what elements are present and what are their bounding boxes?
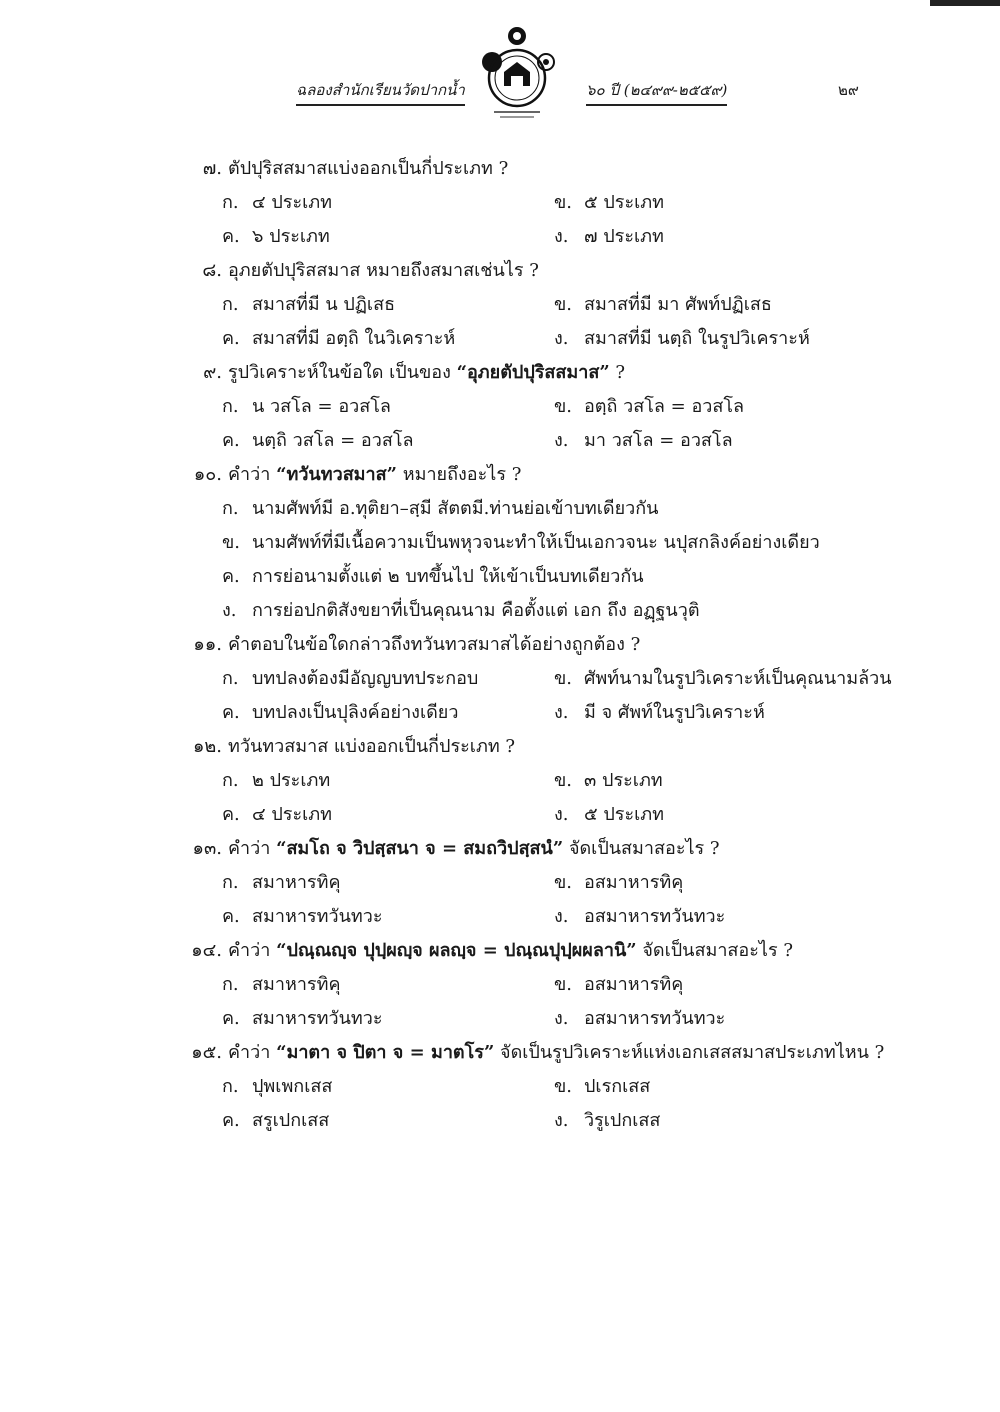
question-text: ตัปปุริสสมาสแบ่งออกเป็นกี่ประเภท ?: [228, 157, 509, 179]
question-text: ทวันทวสมาส แบ่งออกเป็นกี่ประเภท ?: [228, 735, 516, 757]
option-text: วิรูเปกเสส: [584, 1109, 661, 1131]
option-label: ข.: [554, 667, 573, 689]
option-a: [222, 663, 554, 692]
question-text-post: หมายถึงอะไร ?: [397, 463, 522, 485]
option-label: ก.: [222, 497, 239, 519]
option-label: ค.: [222, 701, 240, 723]
question-text-bold: “ทวันทวสมาส”: [276, 463, 397, 485]
option-text: ๔ ประเภท: [252, 191, 332, 213]
option-label: ก.: [222, 871, 239, 893]
option-label: ค.: [222, 327, 240, 349]
option-d: [554, 425, 886, 454]
question-9: [168, 354, 868, 456]
option-b: [554, 663, 892, 692]
option-text: อสมาหารทวันทวะ: [584, 1007, 726, 1029]
option-b: [554, 289, 886, 318]
option-text: สรูเปกเสส: [252, 1109, 330, 1131]
option-label: ข.: [222, 531, 241, 553]
option-label: ก.: [222, 293, 239, 315]
option-label: ง.: [554, 803, 569, 825]
question-text-bold: “มาตา จ ปิตา จ = มาตโร”: [276, 1041, 495, 1063]
option-a: [222, 187, 554, 216]
option-text: อตฺถิ วสโล = อวสโล: [584, 395, 745, 417]
option-text: มี จ ศัพท์ในรูปวิเคราะห์: [584, 701, 765, 723]
option-d: [554, 1003, 886, 1032]
page-number: ๒๙: [838, 81, 859, 99]
option-a: [222, 1071, 554, 1100]
option-a: [222, 490, 868, 524]
question-7: [168, 150, 868, 252]
option-text: ๔ ประเภท: [252, 803, 332, 825]
option-label: ค.: [222, 225, 240, 247]
option-text: สมาหารทิคุ: [252, 871, 341, 893]
question-text-post: จัดเป็นสมาสอะไร ?: [636, 939, 793, 961]
option-label: ง.: [554, 1007, 569, 1029]
option-label: ก.: [222, 191, 239, 213]
option-a: [222, 391, 554, 420]
option-text: สมาสที่มี นตฺถิ ในรูปวิเคราะห์: [584, 327, 810, 349]
option-label: ข.: [554, 1075, 573, 1097]
option-label: ง.: [554, 1109, 569, 1131]
question-list: [168, 150, 892, 1136]
option-label: ง.: [554, 701, 569, 723]
option-text: อสมาหารทิคุ: [584, 871, 684, 893]
option-label: ข.: [554, 191, 573, 213]
option-label: ค.: [222, 905, 240, 927]
question-text: [228, 459, 521, 488]
question-number: ๗.: [202, 157, 222, 179]
option-b: [554, 969, 886, 998]
option-label: ข.: [554, 395, 573, 417]
question-12: [168, 728, 868, 830]
option-c: [222, 697, 554, 726]
question-10: [168, 456, 868, 626]
option-c: [222, 323, 554, 352]
option-text: การย่อนามตั้งแต่ ๒ บทขึ้นไป ให้เข้าเป็นบทเดียวกัน: [252, 565, 644, 587]
option-text: มา วสโล = อวสโล: [584, 429, 733, 451]
option-d: [222, 592, 868, 626]
option-text: การย่อปกติสังขยาที่เป็นคุณนาม คือตั้งแต่ เอก ถึง อฏฺฐนวุติ: [252, 599, 700, 621]
option-b: [554, 391, 886, 420]
option-label: ง.: [554, 429, 569, 451]
option-label: ค.: [222, 1109, 240, 1131]
option-text: ๕ ประเภท: [584, 803, 664, 825]
option-a: [222, 867, 554, 896]
option-b: [222, 524, 868, 558]
question-number: ๑๕.: [191, 1041, 222, 1063]
option-a: [222, 969, 554, 998]
option-text: นามศัพท์ที่มีเนื้อความเป็นพหุวจนะทำให้เป็นเอกวจนะ นปุสกลิงค์อย่างเดียว: [252, 531, 820, 553]
question-8: [168, 252, 868, 354]
question-number: ๑๒.: [192, 735, 222, 757]
option-a: [222, 765, 554, 794]
question-text-post: ?: [609, 361, 626, 383]
option-c: [222, 558, 868, 592]
option-label: ก.: [222, 395, 239, 417]
question-number: ๘.: [202, 259, 222, 281]
question-text-bold: “สมโถ จ วิปสฺสนา จ = สมถวิปสฺสนํ”: [276, 837, 564, 859]
question-text: อุภยตัปปุริสสมาส หมายถึงสมาสเช่นไร ?: [228, 259, 539, 281]
option-text: น วสโล = อวสโล: [252, 395, 391, 417]
option-text: สมาสที่มี น ปฏิเสธ: [252, 293, 396, 315]
option-text: อสมาหารทวันทวะ: [584, 905, 726, 927]
question-text-pre: รูปวิเคราะห์ในข้อใด เป็นของ: [228, 361, 457, 383]
option-text: บทปลงเป็นปุลิงค์อย่างเดียว: [252, 701, 459, 723]
option-label: ง.: [554, 225, 569, 247]
option-label: ง.: [222, 599, 237, 621]
option-text: ๗ ประเภท: [584, 225, 664, 247]
option-label: ก.: [222, 769, 239, 791]
option-d: [554, 1105, 886, 1134]
question-text-pre: คำว่า: [228, 463, 277, 485]
option-text: สมาสที่มี อตฺถิ ในวิเคราะห์: [252, 327, 456, 349]
option-label: ข.: [554, 293, 573, 315]
option-text: ๕ ประเภท: [584, 191, 664, 213]
option-text: ๓ ประเภท: [584, 769, 663, 791]
option-text: ๖ ประเภท: [252, 225, 330, 247]
option-b: [554, 187, 886, 216]
option-label: ค.: [222, 803, 240, 825]
question-number: ๑๐.: [193, 463, 222, 485]
option-c: [222, 799, 554, 828]
option-text: ๒ ประเภท: [252, 769, 331, 791]
question-text-pre: คำว่า: [228, 1041, 277, 1063]
option-d: [554, 901, 886, 930]
question-11: [168, 626, 892, 728]
question-text: [228, 833, 720, 862]
option-a: [222, 289, 554, 318]
question-text: [228, 935, 793, 964]
option-text: ศัพท์นามในรูปวิเคราะห์เป็นคุณนามล้วน: [584, 667, 892, 689]
option-b: [554, 867, 886, 896]
option-d: [554, 799, 886, 828]
header-right-title: ๖๐ ปี (๒๔๙๙-๒๕๕๙): [586, 78, 727, 106]
option-label: ข.: [554, 973, 573, 995]
option-text: นามศัพท์มี อ.ทุติยา–สฺมี สัตตมี.ท่านย่อเข้าบทเดียวกัน: [252, 497, 659, 519]
question-14: [168, 932, 868, 1034]
option-text: สมาหารทวันทวะ: [252, 1007, 383, 1029]
temple-seal-logo: [474, 22, 560, 122]
option-text: นตฺถิ วสโล = อวสโล: [252, 429, 414, 451]
question-text-pre: คำว่า: [228, 939, 277, 961]
question-text-pre: คำว่า: [228, 837, 277, 859]
option-c: [222, 1003, 554, 1032]
scan-edge-mark: [930, 0, 1000, 6]
option-c: [222, 425, 554, 454]
option-d: [554, 221, 886, 250]
question-15: [168, 1034, 885, 1136]
option-b: [554, 765, 886, 794]
option-label: ข.: [554, 769, 573, 791]
option-b: [554, 1071, 886, 1100]
option-label: ค.: [222, 1007, 240, 1029]
question-text-post: จัดเป็นสมาสอะไร ?: [563, 837, 720, 859]
option-d: [554, 697, 886, 726]
option-text: สมาหารทวันทวะ: [252, 905, 383, 927]
option-c: [222, 221, 554, 250]
option-d: [554, 323, 886, 352]
question-number: ๑๑.: [193, 633, 222, 655]
option-label: ก.: [222, 667, 239, 689]
question-number: ๑๔.: [191, 939, 222, 961]
header-left-title: ฉลองสำนักเรียนวัดปากน้ำ: [296, 78, 465, 106]
question-number: ๑๓.: [192, 837, 222, 859]
question-number: ๙.: [203, 361, 222, 383]
question-text: คำตอบในข้อใดกล่าวถึงทวันทวสมาสได้อย่างถูกต้อง ?: [228, 633, 641, 655]
option-text: ปุพเพกเสส: [252, 1075, 333, 1097]
option-label: ก.: [222, 973, 239, 995]
option-label: ง.: [554, 327, 569, 349]
question-13: [168, 830, 868, 932]
option-text: บทปลงต้องมีอัญญบทประกอบ: [252, 667, 479, 689]
question-text: [228, 1037, 884, 1066]
question-text: [228, 357, 625, 386]
option-c: [222, 901, 554, 930]
question-text-bold: “อุภยตัปปุริสสมาส”: [456, 361, 610, 383]
option-text: สมาสที่มี มา ศัพท์ปฏิเสธ: [584, 293, 772, 315]
option-label: ค.: [222, 429, 240, 451]
question-text-bold: “ปณฺณญฺจ ปุปฺผญฺจ ผลญฺจ = ปณฺณปุปฺผผลานิ”: [276, 939, 637, 961]
option-text: ปเรกเสส: [584, 1075, 651, 1097]
option-label: ก.: [222, 1075, 239, 1097]
option-text: อสมาหารทิคุ: [584, 973, 684, 995]
option-label: ข.: [554, 871, 573, 893]
option-label: ง.: [554, 905, 569, 927]
option-c: [222, 1105, 554, 1134]
option-label: ค.: [222, 565, 240, 587]
option-text: สมาหารทิคุ: [252, 973, 341, 995]
question-text-post: จัดเป็นรูปวิเคราะห์แห่งเอกเสสสมาสประเภทไหน ?: [494, 1041, 885, 1063]
